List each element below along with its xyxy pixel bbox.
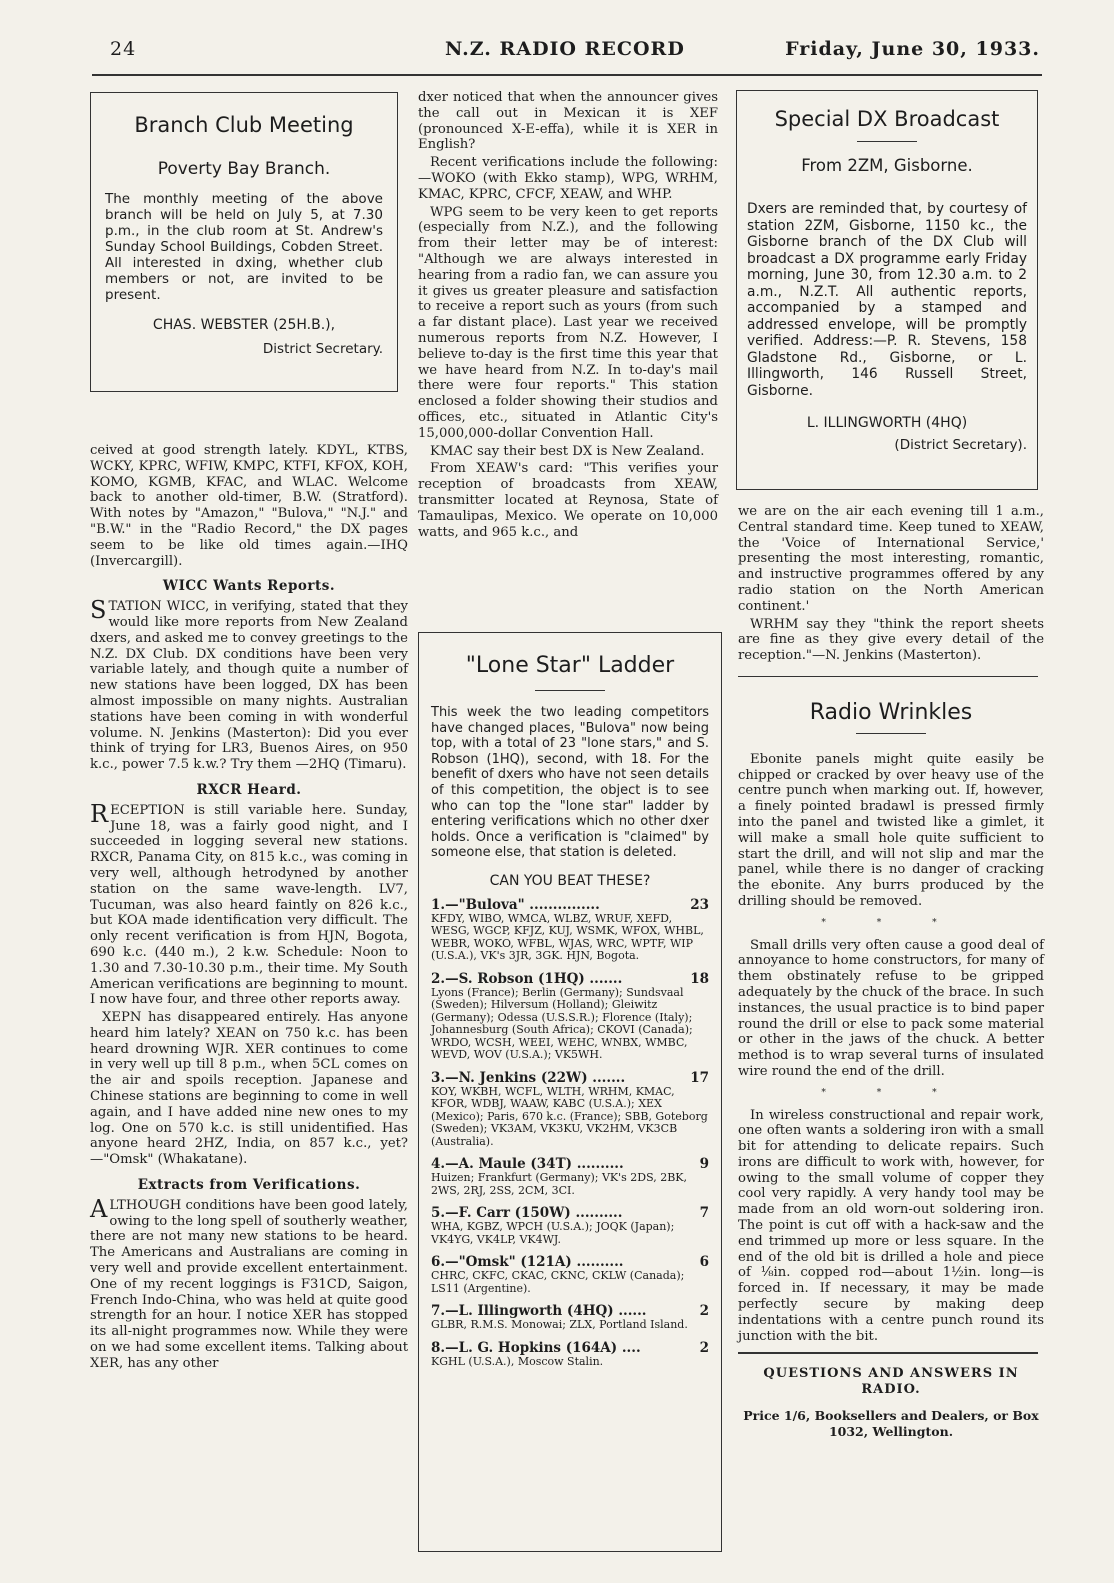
special-dx-body: Dxers are reminded that, by courtesy of station 2ZM, Gisborne, 1150 kc., the Gisborne branch of the DX Club will broadcast a DX programme early Friday morning, June 30, from 12.30 a.m. to 2 a.m., N.Z.T. All authentic reports, accompanied by a stamped and addressed envelope, will be promptly verified. Address:—P. R. Stevens, 158 Gladstone Rd., Gisborne, or L. Illingworth, 146 Russell Street, Gisborne. — [747, 201, 1027, 399]
ladder-entry-calls: WHA, KGBZ, WPCH (U.S.A.); JOQK (Japan); VK4YG, VK4LP, VK4WJ. — [431, 1220, 675, 1246]
ladder-entries — [419, 897, 721, 1369]
rxcr-heading: RXCR Heard. — [196, 781, 302, 798]
wrinkles-title-rule — [856, 733, 926, 734]
qa-title: QUESTIONS AND ANSWERS IN RADIO. — [763, 1366, 1019, 1398]
ladder-entry-calls: KGHL (U.S.A.), Moscow Stalin. — [431, 1354, 604, 1368]
ladder-entry-calls: Lyons (France); Berlin (Germany); Sundsvaal (Sweden); Hilversum (Holland); Gleiwitz (Germany); Odessa (U.S.S.R.); Florence (Italy); Johannesburg (South Africa); CKOVI (Canada); WRDO, WCSH, WEEI, WEHC, WNBX, WMBC, WEVD, WOV (U.S.A.); VK5WH. — [431, 985, 693, 1062]
rxcr-paragraph — [90, 799, 408, 1008]
ladder-entry-name: 2.—S. Robson (1HQ) ....... — [431, 970, 623, 987]
ladder-entry-calls: KOY, WKBH, WCFL, WLTH, WRHM, KMAC, KFOR, WDBJ, WAAW, KABC (U.S.A.); XEX (Mexico); Paris, 670 k.c. (France); SBB, Goteborg (Sweden); VK3AM, VK3KU, VK2HM, VK3CB (Australia). — [431, 1084, 708, 1148]
branch-club-signature: CHAS. WEBSTER (25H.B.), — [152, 317, 336, 333]
col1-intro: ceived at good strength lately. KDYL, KTBS, WCKY, KPRC, WFIW, KMPC, KTFI, KFOX, KOH, KOMO, KGMB, KFAC, and WLAC. Welcome back to another old-timer, B.W. (Stratford). With notes by "Amazon," "Bulova," "N.J." and "B.W." in the "Radio Record," the DX pages seem to be like old times again.—IHQ (Invercargill). — [90, 443, 408, 569]
ladder-entry-score: 2 — [699, 1303, 709, 1320]
wrinkles-p3: In wireless constructional and repair work, one often wants a soldering iron with a small bit for attending to delicate repairs. Such irons are difficult to work with, however, for owing to the small volume of copper they cool very rapidly. A very handy tool may be made from an old worn-out soldering iron. The point is cut off with a hack-saw and the end trimmed up more or less square. In the end of the old bit is drilled a hole and piece of ⅛in. copped rod—about 1½in. long—is forced in. If necessary, it may be made perfectly secure by making deep indentations with a centre punch round its junction with the bit. — [738, 1107, 1044, 1344]
lone-star-ladder-box — [418, 632, 722, 1552]
column-two — [418, 90, 718, 542]
ladder-entry-calls: KFDY, WIBO, WMCA, WLBZ, WRUF, XEFD, WESG, WGCP, KFJZ, KUJ, WSMK, WFOX, WHBL, WEBR, WOKO, WFBL, WJAS, WRC, WPTF, WIP (U.S.A.), VK's 3JR, 3GK. HJN, Bogota. — [431, 911, 704, 963]
ladder-entry-calls: CHRC, CKFC, CKAC, CKNC, CKLW (Canada); LS11 (Argentine). — [431, 1269, 685, 1295]
branch-club-box — [90, 92, 398, 392]
masthead-rule — [92, 74, 1042, 76]
ladder-entry-score: 2 — [699, 1339, 709, 1356]
special-dx-title-rule — [857, 141, 917, 142]
col2-p5: From XEAW's card: "This verifies your reception of broadcasts from XEAW, transmitter located at Reynosa, State of Tamaulipas, Mexico. We operate on 10,000 watts, and 965 k.c., and — [418, 461, 718, 540]
rxcr-body: ECEPTION is still variable here. Sunday, June 18, was a fairly good night, and I succeeded in logging several new stations. RXCR, Panama City, on 815 k.c., was coming in very well, although hetrodyned by another station on the same wave-length. LV7, Tucuman, was also heard faintly on 826 k.c., but KOA made identification very difficult. The only recent verification is from HJN, Bogota, 690 k.c. (440 m.), 2 k.w. Schedule: Noon to 1.30 and 7.30-10.30 p.m., their time. My South American verifications are beginning to mount. I now have four, and three other reports away. — [90, 802, 408, 1008]
col2-p1: dxer noticed that when the announcer gives the call out in Mexican it is XEF (pronounced X-E-effa), while it is XER in English? — [418, 90, 718, 153]
xepn-paragraph: XEPN has disappeared entirely. Has anyone heard him lately? XEAN on 750 k.c. has been heard drowning WJR. XER continues to come in very well up till 8 p.m., when 5CL comes on the air and spoils reception. Japanese and Chinese stations are beginning to come in well again, and I have added nine new ones to my log. One on 570 k.c. is still unidentified. Has anyone heard 2HZ, India, on 857 k.c., yet?—"Omsk" (Whakatane). — [90, 1010, 408, 1168]
ladder-entry-score: 17 — [690, 1069, 709, 1086]
ladder-title-rule — [535, 690, 605, 691]
col2-p3: WPG seem to be very keen to get reports (especially from N.Z.), and the following from their letter may be of interest: "Although we are always interested in hearing from a radio fan, we can assure you it gives us greater pleasure and satisfaction to receive a report such as yours (from such a far distant place). Last year we received numerous reports from N.Z. However, I believe to-day is the first time this year that we have heard from N.Z. In to-day's mail there were four reports." This station enclosed a folder showing their studios and offices, etc., situated in Atlantic City's 15,000,000-dollar Convention Hall. — [418, 204, 718, 441]
ladder-entry — [431, 1254, 709, 1295]
column-one — [90, 443, 408, 1374]
col2-p4: KMAC say their best DX is New Zealand. — [430, 443, 705, 459]
ladder-entry-name: 6.—"Omsk" (121A) .......... — [431, 1254, 624, 1271]
ladder-entry-name: 5.—F. Carr (150W) .......... — [431, 1205, 623, 1222]
wrinkles-p1: Ebonite panels might quite easily be chipped or cracked by over heavy use of the centre punch when marking out. If, however, a finely pointed bradawl is pressed firmly into the panel and twisted like a gimlet, it will make a small hole quite sufficient to start the drill, and will not slip and mar the panel, while there is no danger of cracking the ebonite. Any burrs produced by the drilling should be removed. — [738, 751, 1044, 909]
ladder-entry-name: 3.—N. Jenkins (22W) ....... — [431, 1069, 626, 1086]
ladder-entry-name: 8.—L. G. Hopkins (164A) .... — [431, 1339, 641, 1356]
special-dx-subtitle: From 2ZM, Gisborne. — [801, 156, 973, 175]
ladder-entry — [431, 897, 709, 963]
separator-stars: * * * — [821, 917, 961, 928]
ladder-entry-score: 9 — [699, 1156, 709, 1173]
ladder-entry — [431, 1070, 709, 1149]
wicc-body: TATION WICC, in verifying, stated that they would like more reports from New Zealand dxers, and asked me to convey greetings to the N.Z. DX Club. DX conditions have been very variable lately, and though quite a number of new stations have been logged, DX has been almost impossible on many nights. Australian stations have been coming in with wonderful volume. N. Jenkins (Masterton): Did you ever think of trying for LR3, Buenos Aires, on 950 k.c., power 7.5 k.w.? Try them —2HQ (Timaru). — [90, 599, 408, 773]
ladder-beat-heading: CAN YOU BEAT THESE? — [489, 872, 651, 889]
rxcr-drop-cap: R — [90, 799, 109, 828]
qa-top-rule — [738, 1352, 1038, 1354]
ladder-entry — [431, 1205, 709, 1246]
special-dx-role: (District Secretary). — [894, 437, 1027, 453]
ladder-entry — [431, 1156, 709, 1197]
ladder-entry — [431, 1340, 709, 1369]
ladder-entry — [431, 971, 709, 1062]
wicc-drop-cap: S — [90, 596, 107, 625]
special-dx-signature: L. ILLINGWORTH (4HQ) — [806, 415, 968, 431]
ladder-entry-score: 23 — [690, 896, 709, 913]
col3-p2: WRHM say they "think the report sheets are fine as they give every detail of the reception."—N. Jenkins (Masterton). — [738, 616, 1044, 664]
extracts-body: LTHOUGH conditions have been good lately, owing to the long spell of southerly weather, there are not many new stations to be heard. The Americans and Australians are coming in very well and provide excellent entertainment. One of my recent loggings is F31CD, Saigon, French Indo-China, who was held at quite good strength for an hour. I notice XER has stopped its all-night programmes now. While they were on we had some excellent items. Talking about XER, has any other — [90, 1197, 408, 1371]
wrinkles-top-rule — [738, 676, 1038, 677]
extracts-drop-cap: A — [90, 1194, 108, 1223]
extracts-paragraph — [90, 1194, 408, 1372]
ladder-entry-score: 18 — [690, 970, 709, 987]
issue-date: Friday, June 30, 1933. — [785, 38, 1040, 60]
ladder-entry-name: 7.—L. Illingworth (4HQ) ...... — [431, 1303, 647, 1320]
ladder-entry-score: 7 — [699, 1205, 709, 1222]
special-dx-title: Special DX Broadcast — [774, 107, 1000, 131]
ladder-title: "Lone Star" Ladder — [465, 653, 675, 678]
col3-p1: we are on the air each evening till 1 a.m., Central standard time. Keep tuned to XEAW, the 'Voice of International Service,' presenting the most interesting, romantic, and instructive programmes offered by any radio station on the North American continent.' — [738, 504, 1044, 614]
wicc-heading: WICC Wants Reports. — [162, 578, 336, 595]
branch-club-subtitle: Poverty Bay Branch. — [157, 159, 331, 179]
extracts-heading: Extracts from Verifications. — [137, 1177, 361, 1194]
column-three — [738, 504, 1044, 1440]
masthead — [100, 38, 1040, 74]
branch-club-body: The monthly meeting of the above branch will be held on July 5, at 7.30 p.m., in the club room at St. Andrew's Sunday School Buildings, Cobden Street. All interested in dxing, whether club members or not, are invited to be present. — [105, 191, 383, 303]
ladder-entry-calls: Huizen; Frankfurt (Germany); VK's 2DS, 2BK, 2WS, 2RJ, 2SS, 2CM, 3CI. — [431, 1171, 688, 1197]
separator-stars: * * * — [821, 1087, 961, 1098]
ladder-body: This week the two leading competitors have changed places, "Bulova" now being top, with a total of 23 "lone stars," and S. Robson (1HQ), second, with 18. For the benefit of dxers who have not seen details of this competition, the object is to see who can top the "lone star" ladder by entering verifications which no other dxer holds. Once a verification is "claimed" by someone else, that station is deleted. — [431, 705, 709, 861]
page-number: 24 — [110, 38, 137, 60]
branch-club-role: District Secretary. — [262, 341, 383, 357]
special-dx-box — [736, 90, 1038, 490]
ladder-entry-name: 1.—"Bulova" ............... — [431, 896, 600, 913]
ladder-entry — [431, 1303, 709, 1332]
wrinkles-title: Radio Wrinkles — [809, 699, 973, 725]
ladder-entry-score: 6 — [699, 1254, 709, 1271]
wrinkles-p2: Small drills very often cause a good deal of annoyance to home constructors, for many of them obstinately refuse to be gripped adequately by the chuck of the brace. In such instances, the usual practice is to bind paper round the drill or else to pack some material or other in the jaws of the chuck. A better method is to wrap several turns of insulated wire round the end of the drill. — [738, 937, 1044, 1079]
ladder-entry-calls: GLBR, R.M.S. Monowai; ZLX, Portland Island. — [431, 1318, 688, 1332]
wicc-paragraph — [90, 596, 408, 773]
newspaper-title: N.Z. RADIO RECORD — [445, 38, 685, 60]
branch-club-title: Branch Club Meeting — [134, 113, 354, 137]
qa-price: Price 1/6, Booksellers and Dealers, or Box 1032, Wellington. — [743, 1408, 1039, 1439]
ladder-entry-name: 4.—A. Maule (34T) .......... — [431, 1156, 624, 1173]
col2-p2: Recent verifications include the following:—WOKO (with Ekko stamp), WPG, WRHM, KMAC, KPRC, CFCF, XEAW, and WHP. — [418, 155, 718, 202]
